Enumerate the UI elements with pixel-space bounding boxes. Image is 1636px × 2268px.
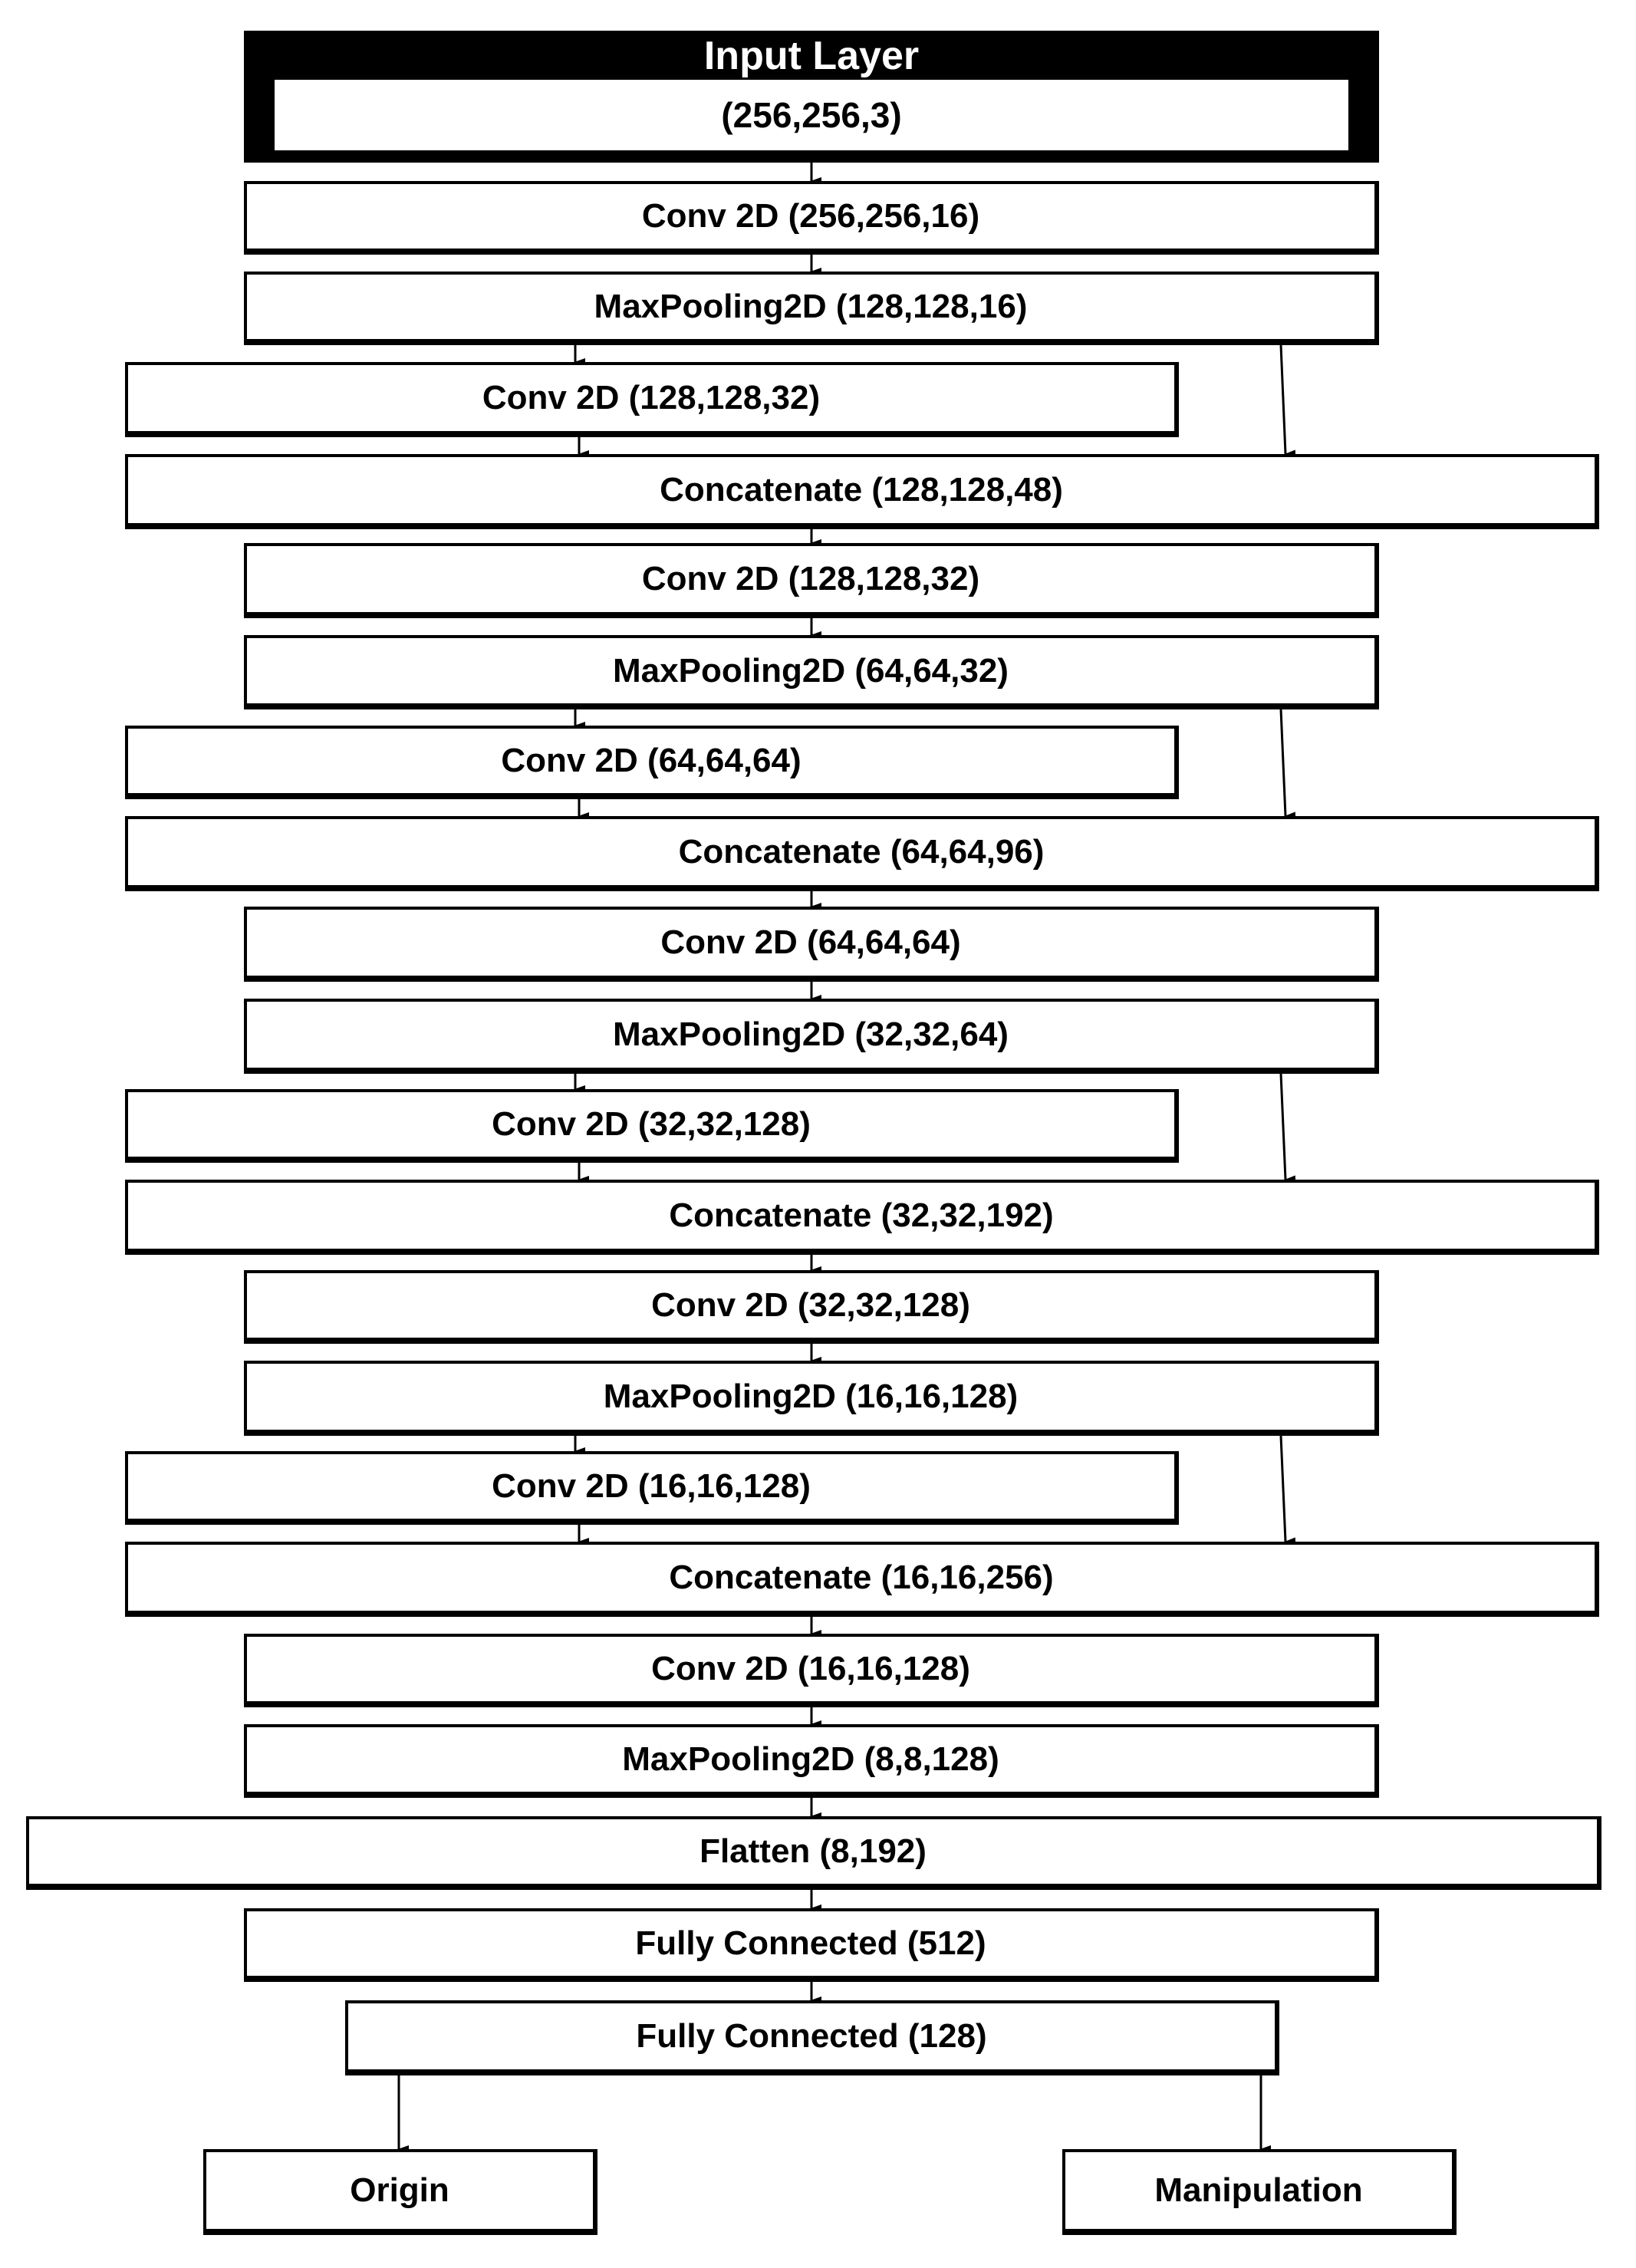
output-origin xyxy=(203,2149,597,2235)
layer-maxpool-4 xyxy=(244,1361,1379,1436)
layer-flatten xyxy=(26,1816,1601,1890)
layer-label: MaxPooling2D (32,32,64) xyxy=(613,1015,1009,1053)
layer-conv2d-branch-1 xyxy=(125,362,1179,437)
layer-label: Conv 2D (16,16,128) xyxy=(651,1650,970,1687)
layer-label: Concatenate (128,128,48) xyxy=(660,471,1063,509)
layer-concatenate-4 xyxy=(125,1542,1599,1617)
input-layer-block xyxy=(244,31,1379,163)
layer-fully-connected-128 xyxy=(345,2000,1279,2075)
layer-conv2d-4 xyxy=(244,1270,1379,1344)
layer-label: MaxPooling2D (64,64,32) xyxy=(613,651,1009,690)
layer-concatenate-1 xyxy=(125,454,1599,529)
layer-label: Conv 2D (32,32,128) xyxy=(492,1105,811,1143)
layer-label: Conv 2D (64,64,64) xyxy=(501,742,802,779)
layer-conv2d-branch-3 xyxy=(125,1089,1179,1163)
input-shape-label: (256,256,3) xyxy=(721,95,902,135)
layer-label: Conv 2D (32,32,128) xyxy=(651,1286,970,1324)
layer-label: MaxPooling2D (8,8,128) xyxy=(622,1740,999,1778)
layer-conv2d-2 xyxy=(244,543,1379,618)
layer-label: Fully Connected (512) xyxy=(635,1924,986,1962)
layer-conv2d-3 xyxy=(244,907,1379,982)
layer-conv2d-branch-2 xyxy=(125,726,1179,799)
layer-conv2d-5 xyxy=(244,1634,1379,1707)
layer-maxpool-2 xyxy=(244,635,1379,709)
layer-label: Concatenate (16,16,256) xyxy=(669,1559,1054,1596)
layer-label: Conv 2D (128,128,32) xyxy=(482,379,821,416)
layer-label: Conv 2D (256,256,16) xyxy=(641,197,980,235)
layer-maxpool-1 xyxy=(244,272,1379,345)
layer-label: Conv 2D (64,64,64) xyxy=(660,923,961,961)
layer-conv2d-1 xyxy=(244,181,1379,255)
layer-label: MaxPooling2D (16,16,128) xyxy=(603,1378,1019,1415)
layer-maxpool-3 xyxy=(244,999,1379,1074)
layer-conv2d-branch-4 xyxy=(125,1451,1179,1525)
output-label: Origin xyxy=(350,2171,449,2209)
layer-label: Flatten (8,192) xyxy=(699,1832,927,1870)
layer-label: Concatenate (32,32,192) xyxy=(669,1197,1054,1234)
output-label: Manipulation xyxy=(1154,2171,1363,2209)
layer-label: Concatenate (64,64,96) xyxy=(678,833,1045,871)
layer-concatenate-3 xyxy=(125,1180,1599,1255)
layer-maxpool-5 xyxy=(244,1724,1379,1798)
layer-concatenate-2 xyxy=(125,816,1599,891)
input-shape-box xyxy=(275,80,1348,150)
layer-fully-connected-512 xyxy=(244,1908,1379,1982)
output-manipulation xyxy=(1062,2149,1457,2235)
layer-label: Fully Connected (128) xyxy=(636,2017,987,2055)
layer-label: MaxPooling2D (128,128,16) xyxy=(594,288,1028,325)
input-layer-title: Input Layer xyxy=(703,34,920,78)
layer-label: Conv 2D (16,16,128) xyxy=(492,1467,811,1505)
layer-label: Conv 2D (128,128,32) xyxy=(641,560,980,597)
